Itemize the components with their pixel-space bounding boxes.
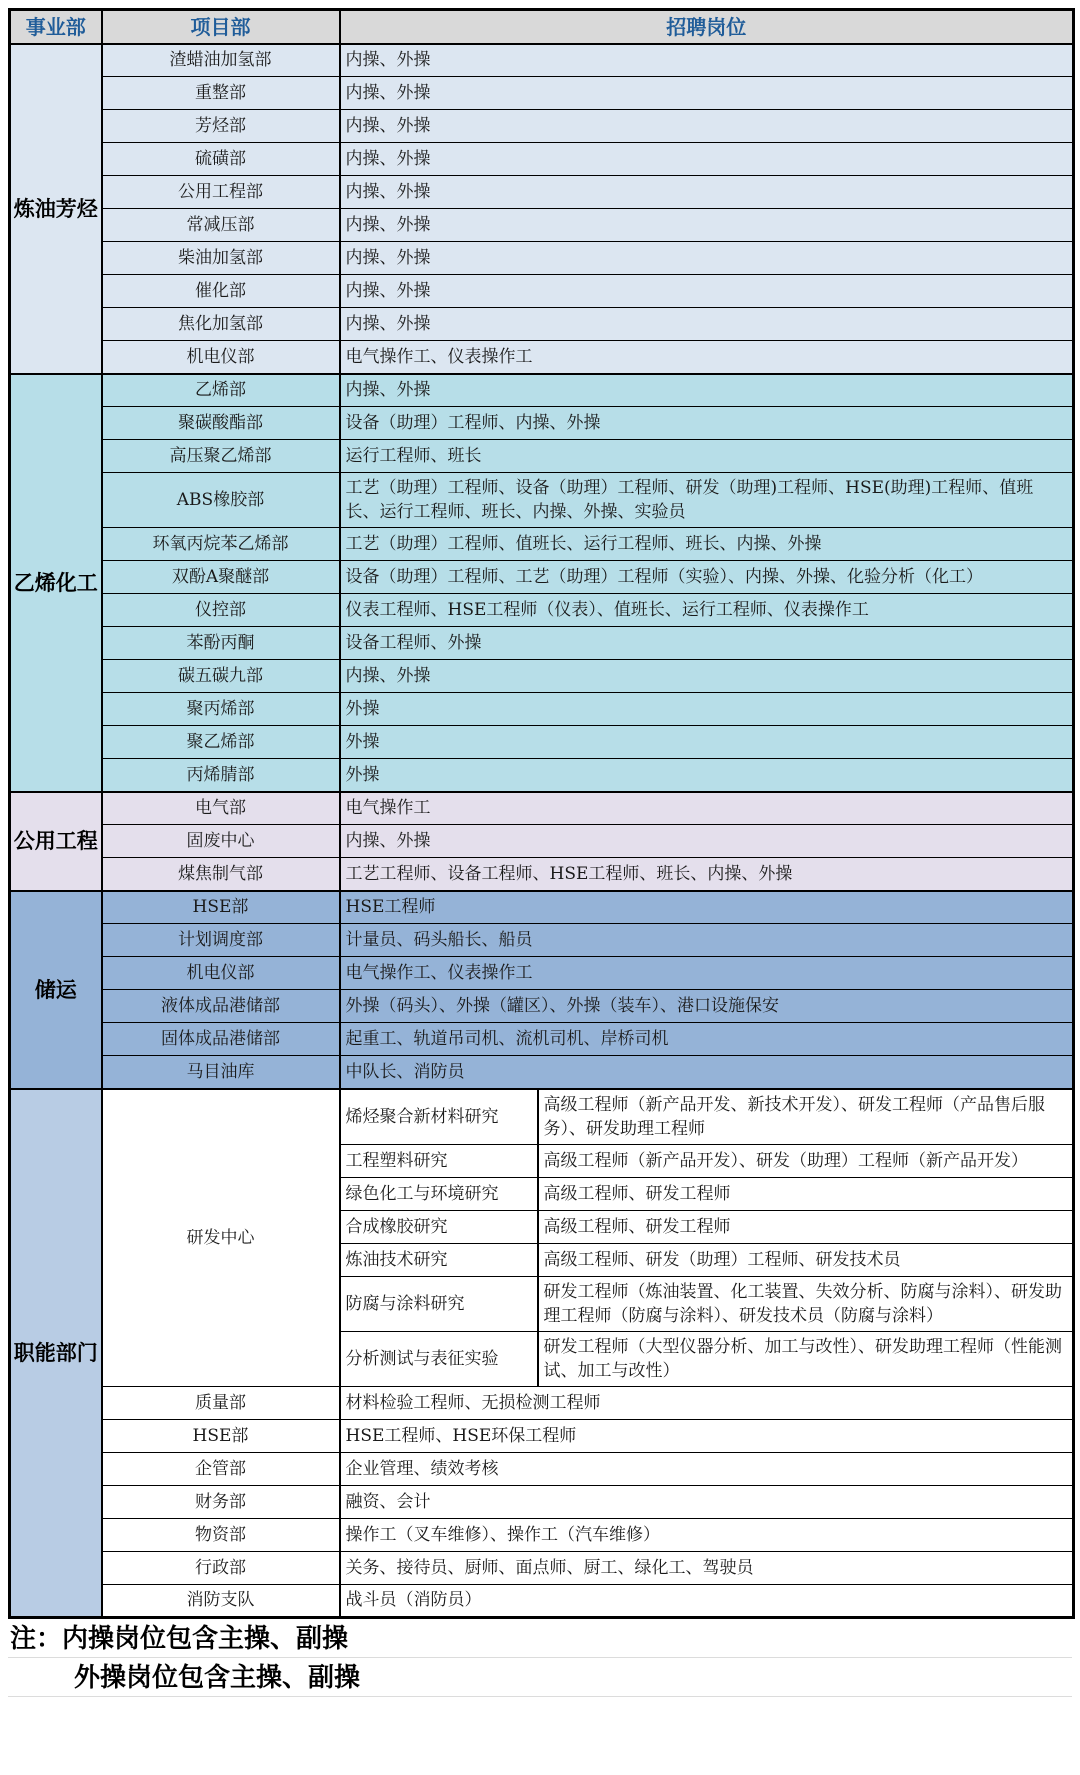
department-cell: 计划调度部 [102,924,340,957]
positions-cell: 内操、外操 [340,825,1074,858]
research-area-cell: 合成橡胶研究 [340,1210,538,1243]
department-cell: 质量部 [102,1386,340,1419]
positions-cell: 起重工、轨道吊司机、流机司机、岸桥司机 [340,1023,1074,1056]
department-cell: 双酚A聚醚部 [102,561,340,594]
positions-cell: 电气操作工、仪表操作工 [340,341,1074,374]
positions-cell: 内操、外操 [340,374,1074,407]
positions-cell: 仪表工程师、HSE工程师（仪表）、值班长、运行工程师、仪表操作工 [340,594,1074,627]
positions-cell: 内操、外操 [340,209,1074,242]
division-cell: 炼油芳烃 [10,44,102,374]
positions-cell: 内操、外操 [340,143,1074,176]
division-cell: 公用工程 [10,792,102,891]
positions-cell: 企业管理、绩效考核 [340,1452,1074,1485]
positions-cell: 工艺（助理）工程师、设备（助理）工程师、研发（助理)工程师、HSE(助理)工程师、值班长、运行工程师、班长、内操、外操、实验员 [340,473,1074,528]
footnotes [8,1619,1072,1697]
department-cell: 焦化加氢部 [102,308,340,341]
positions-cell: 关务、接待员、厨师、面点师、厨工、绿化工、驾驶员 [340,1551,1074,1584]
department-cell: 芳烃部 [102,110,340,143]
positions-cell: 运行工程师、班长 [340,440,1074,473]
positions-cell: 内操、外操 [340,242,1074,275]
department-cell: 聚丙烯部 [102,693,340,726]
positions-cell: 电气操作工 [340,792,1074,825]
positions-cell: 内操、外操 [340,275,1074,308]
positions-cell: 高级工程师、研发（助理）工程师、研发技术员 [538,1243,1074,1276]
positions-cell: 高级工程师（新产品开发）、研发（助理）工程师（新产品开发） [538,1144,1074,1177]
department-cell: 乙烯部 [102,374,340,407]
positions-cell: 高级工程师（新产品开发、新技术开发）、研发工程师（产品售后服务）、研发助理工程师 [538,1089,1074,1145]
positions-cell: HSE工程师 [340,891,1074,924]
department-cell: 机电仪部 [102,341,340,374]
positions-cell: 融资、会计 [340,1485,1074,1518]
positions-cell: 外操（码头）、外操（罐区）、外操（装车）、港口设施保安 [340,990,1074,1023]
department-cell: 公用工程部 [102,176,340,209]
positions-cell: 操作工（叉车维修）、操作工（汽车维修） [340,1518,1074,1551]
division-cell: 储运 [10,891,102,1089]
research-area-cell: 工程塑料研究 [340,1144,538,1177]
department-cell: 物资部 [102,1518,340,1551]
research-area-cell: 烯烃聚合新材料研究 [340,1089,538,1145]
positions-cell: 外操 [340,726,1074,759]
department-cell: 煤焦制气部 [102,858,340,891]
department-cell: 企管部 [102,1452,340,1485]
department-cell: 苯酚丙酮 [102,627,340,660]
recruitment-table [8,8,1075,1619]
department-cell: 丙烯腈部 [102,759,340,792]
department-cell: 柴油加氢部 [102,242,340,275]
positions-cell: 内操、外操 [340,77,1074,110]
positions-cell: 内操、外操 [340,308,1074,341]
department-cell: 聚碳酸酯部 [102,407,340,440]
positions-cell: 外操 [340,759,1074,792]
positions-cell: 工艺（助理）工程师、值班长、运行工程师、班长、内操、外操 [340,528,1074,561]
department-cell: 固体成品港储部 [102,1023,340,1056]
department-cell: 财务部 [102,1485,340,1518]
department-cell: 渣蜡油加氢部 [102,44,340,77]
department-cell: 机电仪部 [102,957,340,990]
department-cell: 研发中心 [102,1089,340,1387]
note-line-2: 外操岗位包含主操、副操 [8,1658,1072,1697]
header-positions: 招聘岗位 [340,10,1074,44]
department-cell: 消防支队 [102,1584,340,1617]
department-cell: 催化部 [102,275,340,308]
table-body [10,44,1074,1618]
header-project-dept: 项目部 [102,10,340,44]
department-cell: 碳五碳九部 [102,660,340,693]
department-cell: 硫磺部 [102,143,340,176]
positions-cell: 设备工程师、外操 [340,627,1074,660]
positions-cell: 工艺工程师、设备工程师、HSE工程师、班长、内操、外操 [340,858,1074,891]
positions-cell: 电气操作工、仪表操作工 [340,957,1074,990]
positions-cell: 设备（助理）工程师、工艺（助理）工程师（实验）、内操、外操、化验分析（化工） [340,561,1074,594]
positions-cell: 材料检验工程师、无损检测工程师 [340,1386,1074,1419]
header-division: 事业部 [10,10,102,44]
positions-cell: 设备（助理）工程师、内操、外操 [340,407,1074,440]
table-header-row [10,10,1074,44]
positions-cell: 外操 [340,693,1074,726]
department-cell: 高压聚乙烯部 [102,440,340,473]
department-cell: 液体成品港储部 [102,990,340,1023]
department-cell: 重整部 [102,77,340,110]
positions-cell: 内操、外操 [340,660,1074,693]
department-cell: 环氧丙烷苯乙烯部 [102,528,340,561]
department-cell: 仪控部 [102,594,340,627]
research-area-cell: 防腐与涂料研究 [340,1276,538,1331]
positions-cell: 高级工程师、研发工程师 [538,1177,1074,1210]
department-cell: 行政部 [102,1551,340,1584]
department-cell: 电气部 [102,792,340,825]
positions-cell: 研发工程师（大型仪器分析、加工与改性）、研发助理工程师（性能测试、加工与改性） [538,1331,1074,1386]
research-area-cell: 炼油技术研究 [340,1243,538,1276]
department-cell: ABS橡胶部 [102,473,340,528]
positions-cell: 研发工程师（炼油装置、化工装置、失效分析、防腐与涂料）、研发助理工程师（防腐与涂料）、研发技术员（防腐与涂料） [538,1276,1074,1331]
department-cell: 马目油库 [102,1056,340,1089]
note-line-1: 注：内操岗位包含主操、副操 [8,1619,1072,1658]
department-cell: 固废中心 [102,825,340,858]
department-cell: HSE部 [102,1419,340,1452]
division-cell: 乙烯化工 [10,374,102,792]
research-area-cell: 绿色化工与环境研究 [340,1177,538,1210]
department-cell: 常减压部 [102,209,340,242]
positions-cell: 内操、外操 [340,44,1074,77]
research-area-cell: 分析测试与表征实验 [340,1331,538,1386]
positions-cell: 战斗员（消防员） [340,1584,1074,1617]
positions-cell: 中队长、消防员 [340,1056,1074,1089]
positions-cell: 计量员、码头船长、船员 [340,924,1074,957]
department-cell: 聚乙烯部 [102,726,340,759]
positions-cell: HSE工程师、HSE环保工程师 [340,1419,1074,1452]
department-cell: HSE部 [102,891,340,924]
positions-cell: 高级工程师、研发工程师 [538,1210,1074,1243]
division-cell: 职能部门 [10,1089,102,1618]
positions-cell: 内操、外操 [340,110,1074,143]
positions-cell: 内操、外操 [340,176,1074,209]
